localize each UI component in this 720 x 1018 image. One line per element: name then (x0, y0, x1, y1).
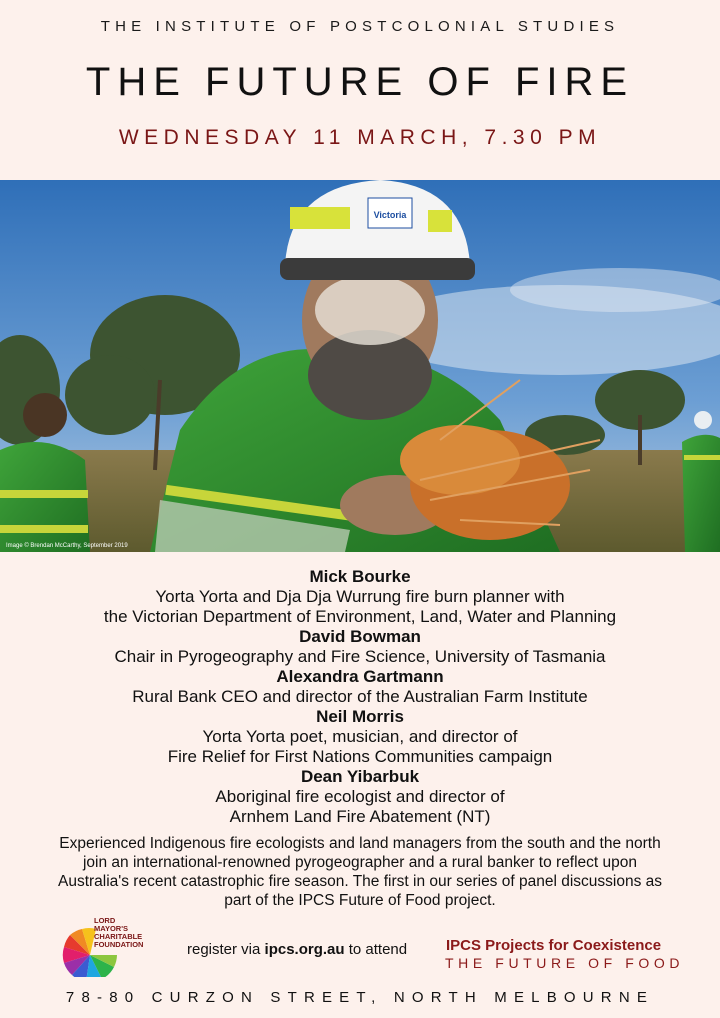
sponsor-line: FOUNDATION (94, 940, 144, 949)
speaker-name: Mick Bourke (309, 567, 411, 586)
speaker-role: Rural Bank CEO and director of the Australian Farm Institute (132, 687, 588, 706)
sponsor-name (94, 917, 143, 949)
speaker-role: Fire Relief for First Nations Communities campaign (167, 747, 553, 766)
speaker-name: Alexandra Gartmann (276, 667, 444, 686)
speaker-item (0, 667, 720, 707)
speaker-name: Dean Yibarbuk (300, 767, 420, 786)
sponsor-line: LORD (94, 916, 116, 925)
sponsor-line: CHARITABLE (94, 932, 143, 941)
speaker-role: Chair in Pyrogeography and Fire Science, University of Tasmania (114, 647, 606, 666)
helmet-badge: Victoria (373, 210, 407, 220)
speaker-role: Arnhem Land Fire Abatement (NT) (229, 807, 491, 826)
speaker-role: Yorta Yorta and Dja Dja Wurrung fire burn planner with (155, 587, 565, 606)
register-suffix: to attend (344, 941, 408, 958)
venue-address: 78-80 CURZON STREET, NORTH MELBOURNE (65, 989, 655, 1006)
speaker-name: Neil Morris (316, 707, 404, 726)
speaker-name: David Bowman (299, 627, 421, 646)
speaker-role: the Victorian Department of Environment, Land, Water and Planning (103, 607, 617, 626)
speaker-item (0, 707, 720, 767)
photo-credit: Image © Brendan McCarthy, September 2019 (6, 543, 128, 549)
event-date: WEDNESDAY 11 MARCH, 7.30 PM (118, 126, 602, 149)
register-prefix: register via (187, 941, 265, 958)
future-of-food-title: THE FUTURE OF FOOD (445, 955, 685, 971)
event-description: Experienced Indigenous fire ecologists and land managers from the south and the north join an international-renowned pyrogeographer and a rural banker to reflect upon Australia's recent catastrophic fire season. The first in our series of panel discussions as part of the IPCS Future of Food project. (57, 835, 662, 909)
speaker-role: Yorta Yorta poet, musician, and director of (202, 727, 518, 746)
speaker-item (0, 767, 720, 827)
event-title: THE FUTURE OF FIRE (85, 60, 635, 104)
speaker-list (0, 567, 720, 827)
register-text (187, 941, 407, 958)
speaker-role: Aboriginal fire ecologist and director of (215, 787, 505, 806)
register-link[interactable]: ipcs.org.au (264, 941, 345, 958)
speaker-item (0, 627, 720, 667)
ipcs-projects-title: IPCS Projects for Coexistence (446, 937, 662, 954)
speaker-item (0, 567, 720, 627)
organisation-name: THE INSTITUTE OF POSTCOLONIAL STUDIES (100, 18, 620, 35)
event-photo (0, 180, 720, 552)
sponsor-line: MAYOR'S (94, 924, 129, 933)
